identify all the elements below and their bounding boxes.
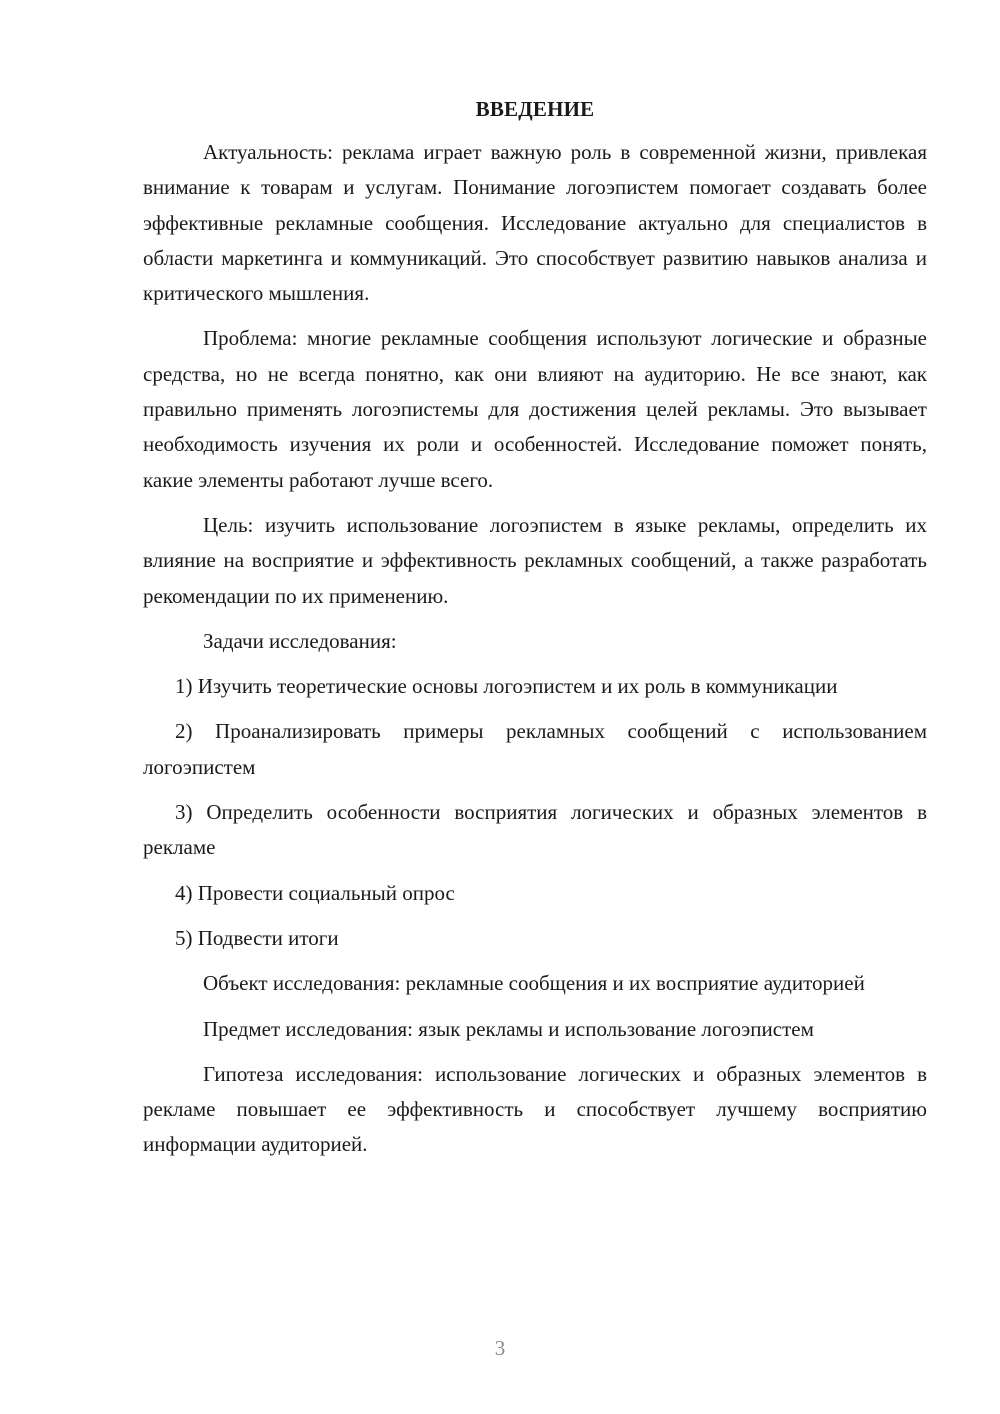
paragraph-goal: Цель: изучить использование логоэпистем в языке рекламы, определить их влияние на восприятие и эффективность рекламных сообщений, а также разработать рекомендации по их применению. — [143, 512, 927, 608]
paragraph-problem: Проблема: многие рекламные сообщения используют логические и образные средства, но не всегда понятно, как они влияют на аудиторию. Не все знают, как правильно применять логоэпистемы для достижения целей рекламы. Это вызывает необходимость изучения их роли и особенностей. Исследование поможет понять, какие элементы работают лучше всего. — [143, 326, 927, 492]
task-item-2: 2) Проанализировать примеры рекламных сообщений с использованием логоэпистем — [143, 719, 927, 779]
task-item-1: 1) Изучить теоретические основы логоэпистем и их роль в коммуникации — [175, 674, 838, 699]
task-item-5: 5) Подвести итоги — [175, 925, 339, 950]
paragraph-hypothesis: Гипотеза исследования: использование логических и образных элементов в рекламе повышает ее эффективность и способствует лучшему восприятию информации аудиторией. — [143, 1061, 927, 1157]
task-item-4: 4) Провести социальный опрос — [175, 880, 455, 905]
page-number: 3 — [494, 1336, 506, 1360]
paragraph-tasks-heading: Задачи исследования: — [203, 628, 397, 653]
document-page — [143, 92, 927, 1173]
paragraph-object: Объект исследования: рекламные сообщения и их восприятие аудиторией — [203, 971, 865, 996]
paragraph-relevance: Актуальность: реклама играет важную роль в современной жизни, привлекая внимание к товарам и услугам. Понимание логоэпистем помогает создавать более эффективные рекламные сообщения. Исследование актуально для специалистов в области маркетинга и коммуникаций. Это способствует развитию навыков анализа и критического мышления. — [143, 140, 927, 306]
task-item-3: 3) Определить особенности восприятия логических и образных элементов в рекламе — [143, 800, 927, 860]
section-title: ВВЕДЕНИЕ — [475, 97, 595, 121]
paragraph-subject: Предмет исследования: язык рекламы и использование логоэпистем — [203, 1016, 814, 1041]
